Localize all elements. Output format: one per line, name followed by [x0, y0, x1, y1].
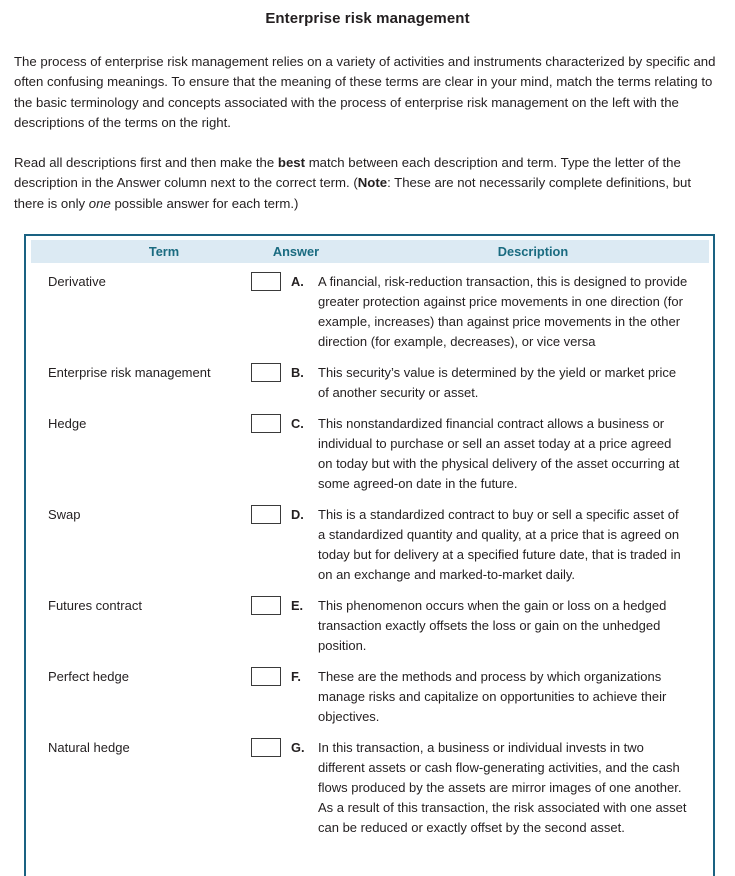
description-letter: A.: [291, 274, 304, 289]
table-row: [26, 595, 713, 666]
answer-input[interactable]: [251, 596, 281, 615]
description-letter: C.: [291, 416, 304, 431]
description-letter: D.: [291, 507, 304, 522]
table-row: [26, 666, 713, 737]
description-text: This security’s value is determined by the yield or market price of another security or asset.: [318, 365, 677, 400]
answer-input[interactable]: [251, 272, 281, 291]
table-body: [26, 263, 713, 848]
description-letter: G.: [291, 740, 305, 755]
intro2-part1: Read all descriptions first and then make the: [14, 155, 278, 171]
table-row: [26, 362, 713, 413]
column-header-answer: Answer: [272, 244, 320, 259]
term-label: Futures contract: [48, 598, 142, 613]
answer-cell: [231, 362, 291, 382]
answer-cell: [231, 413, 291, 433]
answer-cell: [231, 271, 291, 291]
intro2-emphasis-best: best: [277, 155, 306, 171]
description-letter: F.: [291, 669, 301, 684]
term-label: Natural hedge: [48, 740, 130, 755]
description-text: In this transaction, a business or individual invests in two different assets or cash flow-generating activities, and the cash flows produced by the assets are mirror images of one another. As a result of this transaction, the risk associated with one asset can be reduced or exactly offset by the second asset.: [318, 740, 687, 835]
table-header-row: [31, 240, 709, 263]
term-label: Swap: [48, 507, 81, 522]
description-letter: E.: [291, 598, 304, 613]
answer-cell: [231, 666, 291, 686]
answer-input[interactable]: [251, 505, 281, 524]
answer-input[interactable]: [251, 738, 281, 757]
answer-cell: [231, 737, 291, 757]
intro-paragraph-2: [0, 133, 735, 214]
term-label: Derivative: [48, 274, 106, 289]
table-row: [26, 504, 713, 595]
description-text: This phenomenon occurs when the gain or loss on a hedged transaction exactly offsets the loss or gain on the unhedged position.: [318, 598, 667, 653]
description-text: This nonstandardized financial contract allows a business or individual to purchase or sell an asset today at a price agreed on today but with the physical delivery of the asset occurring at some agreed-on date in the future.: [318, 416, 680, 491]
intro2-part4: possible answer for each term.): [110, 195, 299, 211]
page-title: Enterprise risk management: [265, 10, 470, 27]
intro2-part3: : These are not necessarily complete definitions, but there is only: [14, 175, 692, 211]
table-row: [26, 413, 713, 504]
answer-input[interactable]: [251, 667, 281, 686]
description-text: These are the methods and process by which organizations manage risks and capitalize on opportunities to achieve their objectives.: [318, 669, 667, 724]
intro2-emphasis-note: Note: [357, 175, 388, 191]
description-text: This is a standardized contract to buy or sell a specific asset of a standardized quantity and quality, at a price that is agreed on today but for delivery at a specified future date, that is traded in on an exchange and marked-to-market daily.: [318, 507, 681, 582]
answer-input[interactable]: [251, 414, 281, 433]
table-row: [26, 737, 713, 848]
column-header-term: Term: [148, 244, 180, 259]
intro2-part2: match between each description and term. Type the letter of the description in the Answer column next to the correct term. (: [14, 155, 681, 191]
intro2-emphasis-one: one: [88, 195, 111, 211]
answer-cell: [231, 595, 291, 615]
table-row: [26, 271, 713, 362]
answer-cell: [231, 504, 291, 524]
column-header-description: Description: [497, 244, 569, 259]
description-letter: B.: [291, 365, 304, 380]
term-label: Perfect hedge: [48, 669, 129, 684]
description-text: A financial, risk-reduction transaction, this is designed to provide greater protection against price movements in one direction (for example, increases) than against price movements in the other direction (for example, decreases), or vice versa: [318, 274, 688, 349]
intro-paragraph-1: The process of enterprise risk management relies on a variety of activities and instruments characterized by specific and often confusing meanings. To ensure that the meaning of these terms are clear in your mind, match the terms relating to the basic terminology and concepts associated with the process of enterprise risk management on the left with the descriptions of the terms on the right.: [14, 54, 716, 130]
term-label: Hedge: [48, 416, 87, 431]
term-label: Enterprise risk management: [48, 365, 211, 380]
answer-input[interactable]: [251, 363, 281, 382]
matching-table: [24, 234, 715, 876]
